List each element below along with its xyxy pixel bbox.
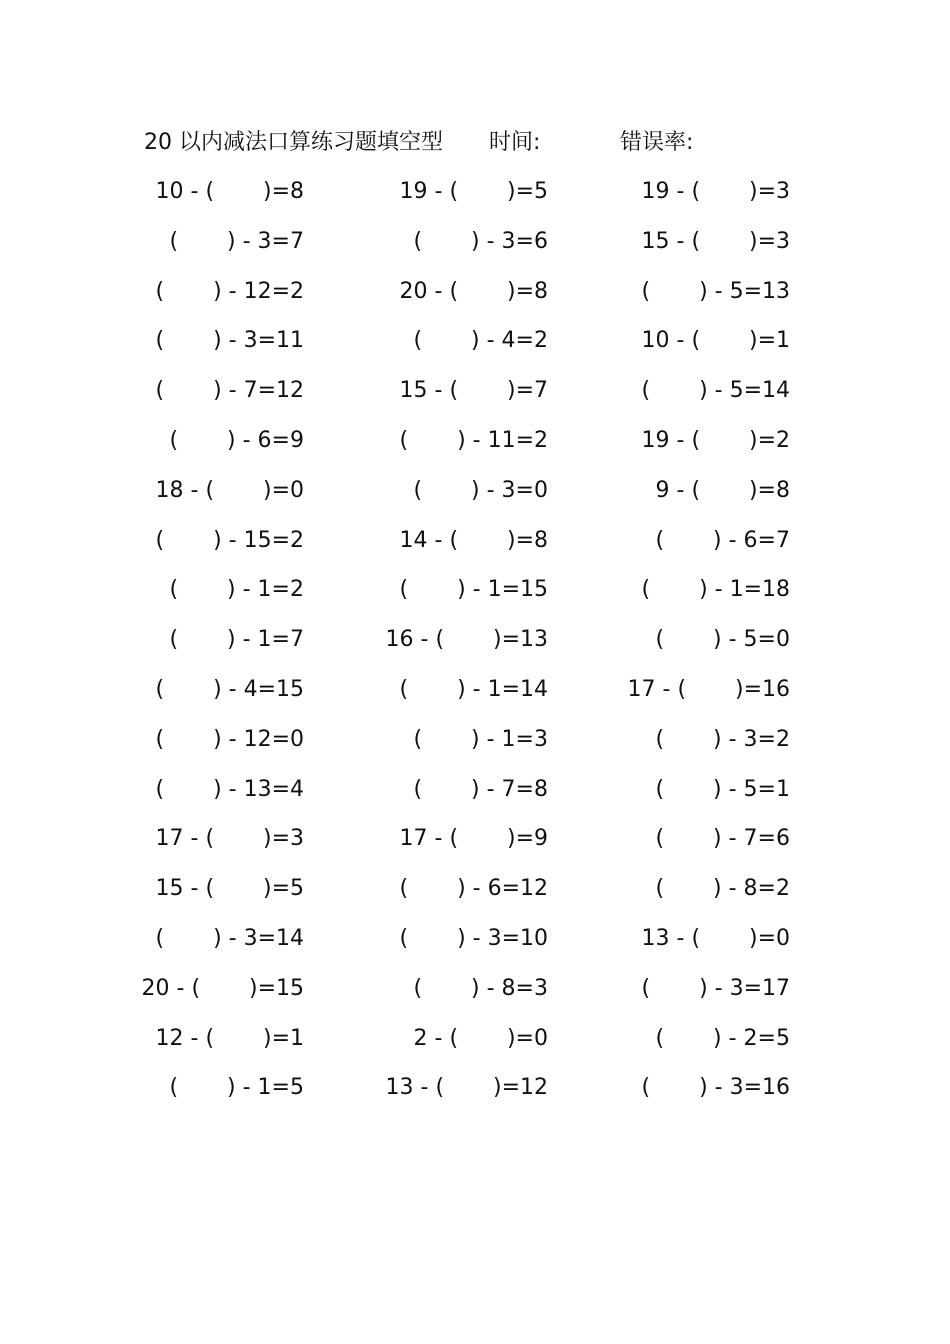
problem-item: ( ) - 1=3 bbox=[413, 726, 548, 752]
problem-row bbox=[0, 274, 950, 324]
problem-item: ( ) - 3=2 bbox=[655, 726, 790, 752]
problem-row bbox=[0, 1021, 950, 1071]
problem-item: ( ) - 3=0 bbox=[413, 477, 548, 503]
problem-item: 19 - ( )=5 bbox=[399, 179, 548, 204]
problem-row bbox=[0, 572, 950, 622]
problem-item: 17 - ( )=9 bbox=[399, 826, 548, 852]
problem-row bbox=[0, 871, 950, 921]
problem-item: ( ) - 1=14 bbox=[399, 676, 548, 702]
problem-row bbox=[0, 323, 950, 373]
worksheet-header bbox=[144, 126, 824, 160]
problem-item: ( ) - 3=10 bbox=[399, 925, 548, 951]
problem-item: ( ) - 1=7 bbox=[169, 627, 304, 653]
problem-item: ( ) - 4=15 bbox=[155, 676, 304, 702]
problem-item: ( ) - 3=6 bbox=[413, 228, 548, 254]
problem-item: ( ) - 6=7 bbox=[655, 527, 790, 553]
problem-item: 15 - ( )=3 bbox=[641, 228, 790, 254]
problem-item: ( ) - 8=2 bbox=[655, 876, 790, 902]
problem-item: 9 - ( )=8 bbox=[655, 477, 790, 503]
problem-item: 17 - ( )=16 bbox=[627, 676, 790, 702]
problem-row bbox=[0, 473, 950, 523]
problem-item: ( ) - 3=16 bbox=[641, 1075, 790, 1101]
time-label: 时间: bbox=[489, 130, 541, 155]
problem-item: ( ) - 8=3 bbox=[413, 975, 548, 1001]
problem-item: ( ) - 2=5 bbox=[655, 1025, 790, 1051]
problem-item: ( ) - 1=5 bbox=[169, 1075, 304, 1101]
problem-item: 14 - ( )=8 bbox=[399, 527, 548, 553]
worksheet-title: 20 以内减法口算练习题填空型 bbox=[144, 130, 443, 155]
problem-item: 19 - ( )=3 bbox=[641, 179, 790, 204]
problem-item: ( ) - 6=12 bbox=[399, 876, 548, 902]
problem-item: ( ) - 11=2 bbox=[399, 427, 548, 453]
problem-row bbox=[0, 672, 950, 722]
problem-item: ( ) - 5=0 bbox=[655, 627, 790, 653]
problem-row bbox=[0, 921, 950, 971]
problem-item: ( ) - 5=1 bbox=[655, 776, 790, 802]
problem-item: 15 - ( )=7 bbox=[399, 378, 548, 404]
problem-item: ( ) - 7=6 bbox=[655, 826, 790, 852]
problem-item: ( ) - 4=2 bbox=[413, 328, 548, 354]
problem-item: 10 - ( )=8 bbox=[155, 179, 304, 204]
problem-row bbox=[0, 373, 950, 423]
problem-item: 13 - ( )=12 bbox=[385, 1075, 548, 1101]
problem-item: 16 - ( )=13 bbox=[385, 627, 548, 653]
problem-item: 20 - ( )=15 bbox=[141, 975, 304, 1001]
problem-row bbox=[0, 174, 950, 224]
problem-item: ( ) - 7=12 bbox=[155, 378, 304, 404]
problem-item: ( ) - 6=9 bbox=[169, 427, 304, 453]
problem-row bbox=[0, 722, 950, 772]
error-rate-label: 错误率: bbox=[620, 130, 694, 155]
problem-row bbox=[0, 523, 950, 573]
problem-item: ( ) - 1=15 bbox=[399, 577, 548, 603]
problem-item: ( ) - 7=8 bbox=[413, 776, 548, 802]
problem-row bbox=[0, 821, 950, 871]
problem-item: ( ) - 5=14 bbox=[641, 378, 790, 404]
problem-item: 20 - ( )=8 bbox=[399, 278, 548, 304]
problem-row bbox=[0, 423, 950, 473]
problem-item: ( ) - 1=18 bbox=[641, 577, 790, 603]
problem-item: 18 - ( )=0 bbox=[155, 477, 304, 503]
problem-item: 19 - ( )=2 bbox=[641, 427, 790, 453]
problem-item: 12 - ( )=1 bbox=[155, 1025, 304, 1051]
problem-item: ( ) - 3=17 bbox=[641, 975, 790, 1001]
problem-item: ( ) - 3=14 bbox=[155, 925, 304, 951]
problem-grid bbox=[0, 174, 950, 1120]
problem-row bbox=[0, 772, 950, 822]
problem-item: ( ) - 1=2 bbox=[169, 577, 304, 603]
problem-row bbox=[0, 224, 950, 274]
problem-item: ( ) - 12=2 bbox=[155, 278, 304, 304]
problem-item: ( ) - 15=2 bbox=[155, 527, 304, 553]
problem-item: ( ) - 5=13 bbox=[641, 278, 790, 304]
problem-item: 17 - ( )=3 bbox=[155, 826, 304, 852]
problem-item: 13 - ( )=0 bbox=[641, 925, 790, 951]
problem-row bbox=[0, 971, 950, 1021]
problem-row bbox=[0, 622, 950, 672]
problem-item: 2 - ( )=0 bbox=[413, 1025, 548, 1051]
problem-item: 15 - ( )=5 bbox=[155, 876, 304, 902]
problem-row bbox=[0, 1070, 950, 1120]
problem-item: 10 - ( )=1 bbox=[641, 328, 790, 354]
problem-item: ( ) - 13=4 bbox=[155, 776, 304, 802]
problem-item: ( ) - 12=0 bbox=[155, 726, 304, 752]
problem-item: ( ) - 3=7 bbox=[169, 228, 304, 254]
problem-item: ( ) - 3=11 bbox=[155, 328, 304, 354]
